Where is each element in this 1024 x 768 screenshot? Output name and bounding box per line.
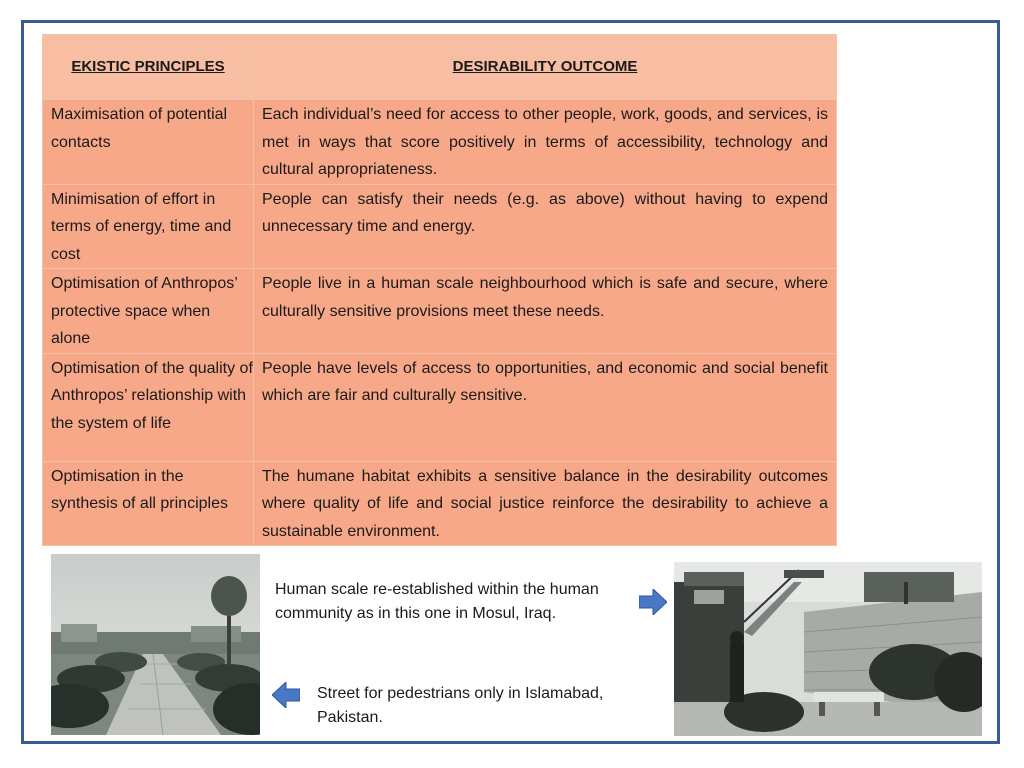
islamabad-caption: Street for pedestrians only in Islamabad, Pakistan. (317, 685, 604, 726)
table-row (43, 100, 837, 185)
outcome-cell: The humane habitat exhibits a sensitive balance in the desirability outcomes where quality of life and social justice reinforce the desirability to achieve a sustainable environment. (254, 461, 837, 546)
principle-cell: Maximisation of potential contacts (43, 100, 254, 185)
right-arrow-icon (639, 589, 667, 615)
mosul-photo (674, 562, 982, 736)
table-row (43, 269, 837, 354)
header-outcome: DESIRABILITY OUTCOME (254, 35, 837, 100)
table-row (43, 461, 837, 546)
outcome-cell: People can satisfy their needs (e.g. as above) without having to expend unnecessary time and energy. (254, 184, 837, 269)
islamabad-street-illustration (51, 554, 260, 735)
outcome-cell: People have levels of access to opportunities, and economic and social benefit which are fair and culturally sensitive. (254, 353, 837, 461)
table-row (43, 184, 837, 269)
left-arrow-icon (272, 682, 300, 708)
principle-cell: Optimisation of the quality of Anthropos’ relationship with the system of life (43, 353, 254, 461)
islamabad-street-photo (51, 554, 260, 735)
outcome-cell: People live in a human scale neighbourhood which is safe and secure, where culturally sensitive provisions meet these needs. (254, 269, 837, 354)
principle-cell: Optimisation of Anthropos’ protective space when alone (43, 269, 254, 354)
mosul-courtyard-illustration (674, 562, 982, 736)
ekistic-table (42, 34, 837, 546)
header-principles: EKISTIC PRINCIPLES (43, 35, 254, 100)
table-row (43, 353, 837, 461)
principle-cell: Optimisation in the synthesis of all principles (43, 461, 254, 546)
outcome-cell: Each individual’s need for access to other people, work, goods, and services, is met in ways that score positively in terms of accessibility, technology and cultural appropriateness. (254, 100, 837, 185)
mosul-caption: Human scale re-established within the human community as in this one in Mosul, Iraq. (275, 581, 599, 622)
principle-cell: Minimisation of effort in terms of energy, time and cost (43, 184, 254, 269)
table-header-row (43, 35, 837, 100)
